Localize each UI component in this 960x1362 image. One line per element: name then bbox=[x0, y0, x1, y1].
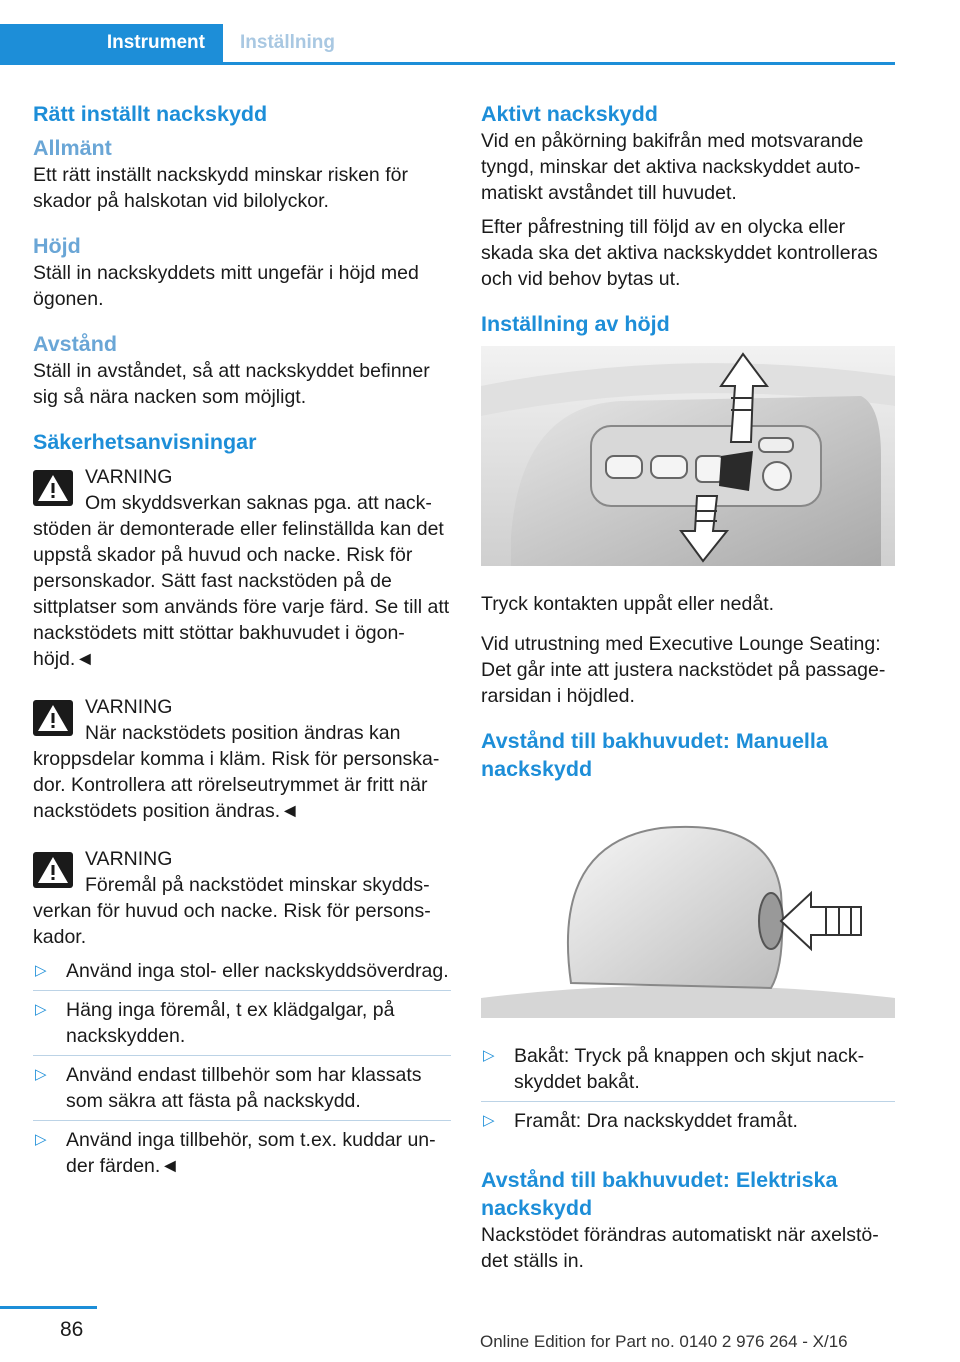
seat-control-illustration bbox=[481, 346, 895, 566]
triangle-bullet-icon: ▷ bbox=[35, 1066, 47, 1083]
footer-rule bbox=[0, 1306, 97, 1309]
warning-title: VARNING bbox=[85, 466, 173, 488]
bullet-list bbox=[481, 1043, 895, 1140]
section-height bbox=[33, 232, 451, 312]
triangle-bullet-icon: ▷ bbox=[35, 1001, 47, 1018]
list-item-text: Använd endast tillbehör som har klassats som säkra att fästa på nackskydd. bbox=[66, 1064, 422, 1112]
safety-title: Säkerhetsanvisningar bbox=[33, 430, 257, 454]
seat-switch-image bbox=[481, 346, 895, 573]
list-item bbox=[481, 1043, 895, 1102]
section-title: Aktivt nackskydd bbox=[481, 102, 658, 126]
section-general bbox=[33, 134, 451, 214]
subsection-title: Avstånd bbox=[33, 332, 118, 356]
warning-text: När nackstödets position ändras kan kroppsdelar komma i kläm. Risk för personskador. Kontrollera att rörelseutrymmet är fritt när nackstödets position ändras.◄ bbox=[33, 722, 440, 822]
section-title: Avstånd till bakhuvudet: Manuella nackskydd bbox=[481, 729, 828, 781]
warning-icon bbox=[33, 470, 73, 506]
list-item bbox=[33, 958, 451, 991]
list-item-text: Framåt: Dra nackskyddet framåt. bbox=[514, 1110, 798, 1132]
section-distance bbox=[33, 330, 451, 410]
warning-block bbox=[33, 694, 451, 824]
section-title: Avstånd till bakhuvudet: Elektriska nackskydd bbox=[481, 1168, 838, 1220]
page-number: 86 bbox=[60, 1318, 84, 1341]
paragraph: Ett rätt inställt nackskydd minskar risken för skador på halskotan vid bilolyckor. bbox=[33, 164, 408, 212]
triangle-bullet-icon: ▷ bbox=[35, 962, 47, 979]
warning-block bbox=[33, 846, 451, 950]
warning-title: VARNING bbox=[85, 848, 173, 870]
right-column bbox=[481, 100, 895, 1282]
edition-note: Online Edition for Part no. 0140 2 976 264 - X/16 bbox=[480, 1332, 848, 1351]
subsection-title: Höjd bbox=[33, 234, 81, 258]
triangle-bullet-icon: ▷ bbox=[483, 1112, 495, 1129]
triangle-bullet-icon: ▷ bbox=[483, 1047, 495, 1064]
paragraph: Ställ in nackskyddets mitt ungefär i höjd med ögonen. bbox=[33, 262, 419, 310]
warning-icon bbox=[33, 700, 73, 736]
list-item bbox=[33, 1062, 451, 1121]
list-item-text: Häng inga föremål, t ex klädgalgar, på nackskydden. bbox=[66, 999, 395, 1047]
headrest-image bbox=[481, 803, 895, 1025]
warning-text: Om skyddsverkan saknas pga. att nackstöden är demonterade eller felinställda kan det uppstå skador på huvud och nacke. Risk för personskador. Sätt fast nackstöden på de sittplatser som används före varje färd. Se till att nackstödets mitt stöttar bakhuvudet i ögonhöjd.◄ bbox=[33, 492, 450, 670]
paragraph: Vid utrustning med Executive Lounge Seating: Det går inte att justera nackstödet på passagerarsidan i höjdled. bbox=[481, 633, 886, 707]
warning-icon bbox=[33, 852, 73, 888]
bullet-list bbox=[33, 958, 451, 1185]
paragraph: Efter påfrestning till följd av en olycka eller skada ska det aktiva nackskyddet kontrolleras och vid behov bytas ut. bbox=[481, 216, 878, 290]
warning-title: VARNING bbox=[85, 696, 173, 718]
paragraph: Nackstödet förändras automatiskt när axelstödet ställs in. bbox=[481, 1224, 879, 1272]
warning-text: Föremål på nackstödet minskar skyddsverkan för huvud och nacke. Risk för personskador. bbox=[33, 874, 431, 948]
triangle-bullet-icon: ▷ bbox=[35, 1131, 47, 1148]
left-column bbox=[33, 100, 451, 1197]
tab-instrument[interactable]: Instrument bbox=[0, 24, 223, 62]
warning-block bbox=[33, 464, 451, 672]
list-item-text: Bakåt: Tryck på knappen och skjut nackskyddet bakåt. bbox=[514, 1045, 865, 1093]
list-item bbox=[33, 1127, 451, 1185]
subsection-title: Allmänt bbox=[33, 136, 112, 160]
list-item-text: Använd inga tillbehör, som t.ex. kuddar under färden.◄ bbox=[66, 1129, 436, 1177]
paragraph: Vid en påkörning bakifrån med motsvarande tyngd, minskar det aktiva nackskyddet automatiskt avståndet till huvudet. bbox=[481, 130, 864, 204]
section-title: Rätt inställt nackskydd bbox=[33, 102, 268, 126]
tab-installning[interactable]: Inställning bbox=[240, 32, 335, 53]
paragraph: Ställ in avståndet, så att nackskyddet befinner sig så nära nacken som möjligt. bbox=[33, 360, 430, 408]
list-item bbox=[33, 997, 451, 1056]
paragraph: Tryck kontakten uppåt eller nedåt. bbox=[481, 593, 775, 615]
list-item-text: Använd inga stol- eller nackskyddsöverdrag. bbox=[66, 960, 449, 982]
header-bar bbox=[0, 24, 895, 65]
list-item bbox=[481, 1108, 895, 1140]
headrest-illustration bbox=[481, 803, 895, 1018]
section-title: Inställning av höjd bbox=[481, 312, 670, 336]
